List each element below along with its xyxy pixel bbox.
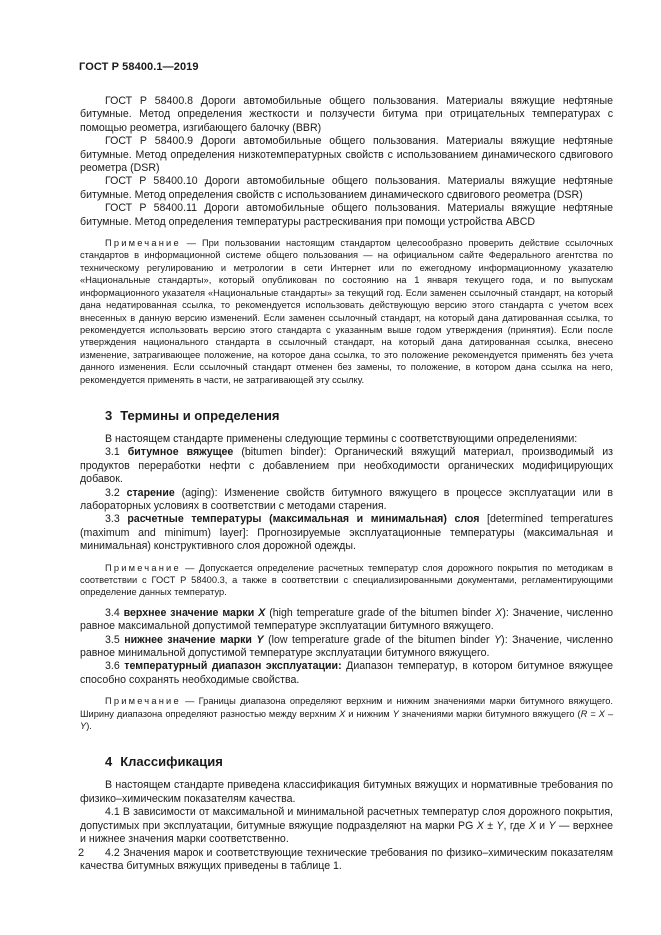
- note-label: Примечание: [105, 562, 181, 573]
- section-number: 4: [105, 754, 113, 770]
- reference-item: [80, 135, 613, 175]
- term-name: битумное вяжущее: [127, 446, 234, 459]
- note-3-6: Примечание — Границы диапазона определяют верхним и нижним значениями марки битумного вяжущего. Ширину диапазона определяют разностью между верхним X и нижним Y значениями марки битумного вяжущего (R = X – Y).: [80, 696, 614, 732]
- reference-text: Дороги автомобильные общего пользования. Материалы вяжущие нефтяные битумные. Метод определения температуры растрескивания при помощи устройства ABCD: [80, 202, 613, 228]
- section-title: Термины и определения: [120, 407, 280, 423]
- section-title: Классификация: [120, 754, 223, 770]
- formula: R = X – Y: [80, 708, 614, 732]
- section-number: 3: [105, 407, 113, 423]
- clause-4-1: 4.1 В зависимости от максимальной и минимальной расчетных температур слоя дорожного покрытия, допустимых при эксплуатации, битумные вяжущие подразделяют на марки PG X ± Y, где X и Y — верхнее и нижнее значения марки соответственно.: [80, 806, 614, 846]
- reference-text: Дороги автомобильные общего пользования. Материалы вяжущие нефтяные битумные. Метод определения низкотемпературных свойств с использованием динамического сдвигового реометра (DSR): [80, 135, 613, 175]
- term-name: температурный диапазон эксплуатации:: [124, 660, 342, 673]
- reference-item: [80, 202, 613, 229]
- reference-code: ГОСТ Р 58400.10: [105, 175, 198, 188]
- term-3-2: 3.2 старение (aging): Изменение свойств битумного вяжущего в процессе эксплуатации или в лабораторных условиях в соответствии с методами старения.: [80, 486, 614, 512]
- term-3-6: 3.6 температурный диапазон эксплуатации: Диапазон температур, в котором битумное вяжущее способно сохранять необходимые свойства.: [80, 660, 613, 686]
- term-3-4: 3.4 верхнее значение марки X (high temperature grade of the bitumen binder X): Значение, численно равное максимальной допустимой температуре эксплуатации битумного вяжущего.: [80, 606, 614, 633]
- note-3-3: [80, 562, 613, 599]
- reference-code: ГОСТ Р 58400.9: [105, 135, 194, 148]
- note-label: Примечание: [105, 238, 181, 249]
- section-4-heading: [80, 754, 613, 770]
- section-3-intro: В настоящем стандарте применены следующие термины с соответствующими определениями:: [105, 432, 578, 445]
- document-body: [80, 95, 613, 873]
- reference-text: Дороги автомобильные общего пользования. Материалы вяжущие нефтяные битумные. Метод определения свойств с использованием динамического сдвигового реометра (DSR): [80, 175, 613, 201]
- section-4-intro: В настоящем стандарте приведена классификация битумных вяжущих и нормативные требования по физико–химическим показателям качества.: [80, 779, 613, 805]
- section-3-heading: [80, 408, 613, 424]
- term-3-5: 3.5 нижнее значение марки Y (low temperature grade of the bitumen binder Y): Значение, численно равное минимальной допустимой температуре эксплуатации битумного вяжущего.: [80, 633, 614, 660]
- term-name: старение: [126, 486, 175, 499]
- page-number: 2: [78, 847, 85, 859]
- term-name: верхнее значение марки: [123, 606, 259, 619]
- clause-4-2: 4.2 Значения марок и соответствующие технические требования по физико–химическим показателям качества битумных вяжущих приведены в таблице 1.: [80, 846, 613, 872]
- note-label: Примечание: [105, 696, 181, 707]
- reference-code: ГОСТ Р 58400.8: [105, 95, 194, 107]
- note-references: [80, 237, 613, 386]
- note-text: — Допускается определение расчетных температур слоя дорожного покрытия по методикам в соответствии с ГОСТ Р 58400.3, а также в соответствии с специализированными документами, регламентирующими определение данных температур.: [80, 562, 613, 598]
- term-name: расчетные температуры (максимальная и минимальная) слоя: [127, 513, 480, 526]
- term-3-3: 3.3 расчетные температуры (максимальная и минимальная) слоя [determined temperatures (maximum and minimum) layer]: Прогнозируемые эксплуатационные температуры (максимальная и минимальная) конструктивного слоя дорожной одежды.: [80, 513, 613, 553]
- term-3-1: 3.1 битумное вяжущее (bitumen binder): Органический вяжущий материал, производимый из продуктов переработки нефти с добавлением при необходимости органических модифицирующих добавок.: [80, 446, 614, 486]
- reference-item: [80, 95, 613, 135]
- reference-text: Дороги автомобильные общего пользования. Материалы вяжущие нефтяные битумные. Метод определения жесткости и ползучести битума при отрицательных температурах с помощью реометра, изгибающего балочку (BBR): [80, 95, 613, 134]
- reference-code: ГОСТ Р 58400.11: [105, 202, 198, 215]
- note-text: — При пользовании настоящим стандартом целесообразно проверить действие ссылочных стандартов в информационной системе общего пользования — на официальном сайте Федерального агентства по техническому регулированию и метрологии в сети Интернет или по ежегодному информационному указателю «Национальные стандарты», который опубликован по состоянию на 1 января текущего года, и по выпускам информационного указателя «Национальные стандарты» за текущий год. Если заменен ссылочный стандарт, на который дана недатированная ссылка, то рекомендуется использовать действующую версию этого стандарта с учетом всех внесенных в данную версию изменений. Если заменен ссылочный стандарт, на который дана датированная ссылка, то рекомендуется использовать версию этого стандарта с указанным выше годом утверждения (принятия). Если после утверждения национального стандарта в ссылочный стандарт, на который дана датированная ссылка, внесено изменение, затрагивающее положение, на которое дана ссылка, то это положение рекомендуется применять без учета данного изменения. Если ссылочный стандарт отменен без замены, то положение, в котором дана ссылка на него, рекомендуется применять в части, не затрагивающей эту ссылку.: [80, 238, 613, 385]
- term-name: нижнее значение марки: [124, 633, 257, 646]
- reference-item: [80, 175, 613, 202]
- document-header: ГОСТ Р 58400.1—2019: [79, 61, 199, 73]
